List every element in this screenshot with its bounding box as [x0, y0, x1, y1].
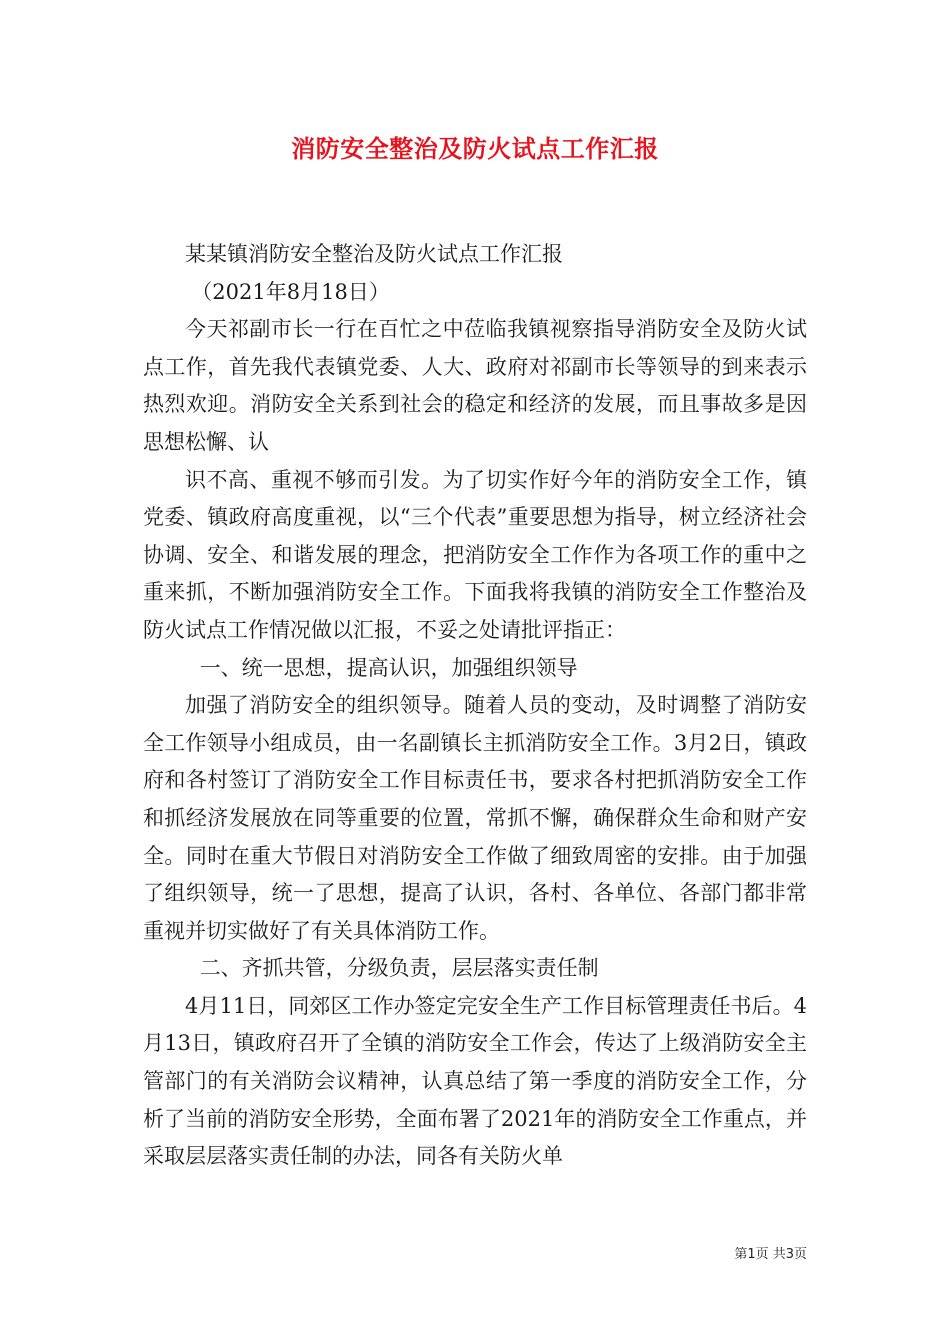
report-date: （2021年8月18日） — [191, 279, 390, 304]
report-subtitle: 某某镇消防安全整治及防火试点工作汇报 — [185, 242, 563, 266]
paragraph-intro: 今天祁副市长一行在百忙之中莅临我镇视察指导消防安全及防火试点工作，首先我代表镇党委、人大、政府对祁副市长等领导的到来表示热烈欢迎。消防安全关系到社会的稳定和经济的发展，而且事故多是因思想松懈、认 — [143, 317, 807, 454]
section-heading-2: 二、齐抓共管，分级负责，层层落实责任制 — [199, 956, 599, 981]
page-footer: 第1页 共3页 — [734, 1247, 807, 1262]
document-title: 消防安全整治及防火试点工作汇报 — [291, 134, 659, 163]
paragraph-section-2: 4月11日，同郊区工作办签定完安全生产工作目标管理责任书后。4月13日，镇政府召开了全镇的消防安全工作会，传达了上级消防安全主管部门的有关消防会议精神，认真总结了第一季度的消防安全工作，分析了当前的消防安全形势，全面布署了2021年的消防安全工作重点，并采取层层落实责任制的办法，同各有关防火单 — [143, 993, 807, 1169]
paragraph-section-1: 加强了消防安全的组织领导。随着人员的变动，及时调整了消防安全工作领导小组成员，由一名副镇长主抓消防安全工作。3月2日，镇政府和各村签订了消防安全工作目标责任书，要求各村把抓消防安全工作和抓经济发展放在同等重要的位置，常抓不懈，确保群众生命和财产安全。同时在重大节假日对消防安全工作做了细致周密的安排。由于加强了组织领导，统一了思想，提高了认识，各村、各单位、各部门都非常重视并切实做好了有关具体消防工作。 — [143, 693, 807, 943]
paragraph-intro-continued: 识不高、重视不够而引发。为了切实作好今年的消防安全工作，镇党委、镇政府高度重视，以“三个代表”重要思想为指导，树立经济社会协调、安全、和谐发展的理念，把消防安全工作作为各项工作的重中之重来抓，不断加强消防安全工作。下面我将我镇的消防安全工作整治及防火试点工作情况做以汇报，不妥之处请批评指正： — [143, 467, 807, 642]
document-body — [143, 236, 807, 1176]
section-heading-1: 一、统一思想，提高认识，加强组织领导 — [199, 655, 578, 680]
